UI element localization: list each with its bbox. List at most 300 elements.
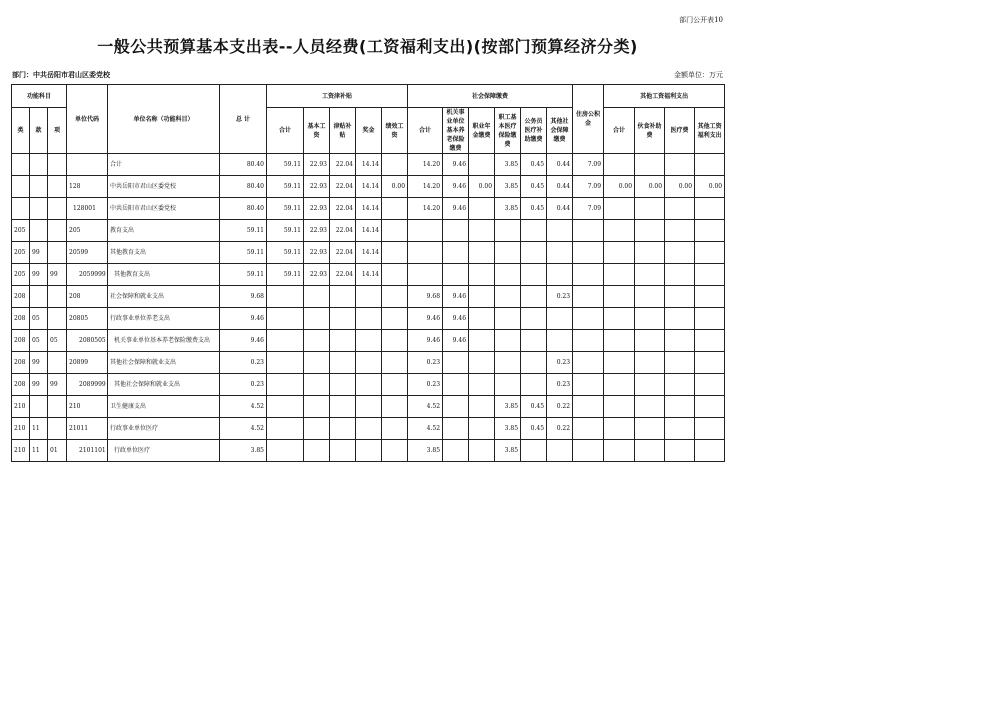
cell-amount — [469, 308, 495, 330]
cell-amount — [604, 440, 635, 462]
cell-amount — [665, 220, 695, 242]
cell-amount: 3.85 — [495, 198, 521, 220]
cell-amount: 9.46 — [408, 308, 443, 330]
page-title: 一般公共预算基本支出表--人员经费(工资福利支出)(按部门预算经济分类) — [97, 37, 638, 56]
cell-amount — [604, 264, 635, 286]
cell-amount: 0.45 — [521, 418, 547, 440]
cell-amount: 59.11 — [220, 220, 267, 242]
cell-amount — [635, 220, 665, 242]
cell-lei: 210 — [12, 418, 30, 440]
cell-amount: 0.44 — [547, 154, 573, 176]
cell-amount: 80.40 — [220, 154, 267, 176]
cell-amount: 0.45 — [521, 176, 547, 198]
header-bonus: 奖金 — [356, 108, 382, 154]
cell-amount — [695, 242, 725, 264]
cell-xiang: 05 — [48, 330, 67, 352]
cell-amount — [573, 220, 604, 242]
cell-xiang — [48, 154, 67, 176]
cell-amount — [635, 330, 665, 352]
cell-amount: 22.04 — [330, 220, 356, 242]
cell-unit-code: 2089999 — [67, 374, 108, 396]
header-medical-insurance: 职工基本医疗保险缴费 — [495, 108, 521, 154]
cell-amount — [469, 220, 495, 242]
header-social-subtotal: 合计 — [408, 108, 443, 154]
cell-amount — [521, 440, 547, 462]
header-allowance: 津贴补贴 — [330, 108, 356, 154]
cell-amount: 80.40 — [220, 176, 267, 198]
cell-amount — [521, 264, 547, 286]
cell-amount — [635, 198, 665, 220]
cell-lei: 208 — [12, 374, 30, 396]
header-other-welfare-group: 其他工资福利支出 — [604, 85, 725, 108]
cell-amount: 22.04 — [330, 264, 356, 286]
cell-amount — [469, 242, 495, 264]
cell-amount — [547, 308, 573, 330]
cell-xiang — [48, 176, 67, 198]
cell-amount — [443, 440, 469, 462]
cell-kuan: 99 — [30, 242, 48, 264]
cell-kuan: 99 — [30, 374, 48, 396]
cell-amount — [443, 220, 469, 242]
cell-unit-name: 卫生健康支出 — [108, 396, 220, 418]
cell-amount — [665, 264, 695, 286]
cell-xiang — [48, 396, 67, 418]
cell-amount — [665, 418, 695, 440]
cell-amount: 0.00 — [695, 176, 725, 198]
cell-amount — [495, 330, 521, 352]
header-housing-fund: 住房公积金 — [573, 85, 604, 154]
cell-amount — [695, 264, 725, 286]
cell-amount — [573, 286, 604, 308]
cell-amount — [495, 242, 521, 264]
cell-unit-name: 行政事业单位医疗 — [108, 418, 220, 440]
table-row — [12, 220, 725, 242]
cell-amount — [695, 154, 725, 176]
header-performance-wage: 绩效工资 — [382, 108, 408, 154]
cell-amount — [304, 418, 330, 440]
cell-amount — [604, 220, 635, 242]
cell-kuan: 05 — [30, 330, 48, 352]
cell-amount — [267, 308, 304, 330]
cell-amount — [604, 330, 635, 352]
cell-amount — [695, 352, 725, 374]
cell-unit-name: 中共岳阳市君山区委党校 — [108, 176, 220, 198]
cell-amount — [695, 286, 725, 308]
cell-amount — [330, 286, 356, 308]
cell-kuan — [30, 154, 48, 176]
cell-amount — [330, 374, 356, 396]
cell-amount — [665, 330, 695, 352]
cell-amount — [573, 440, 604, 462]
cell-amount — [635, 242, 665, 264]
cell-unit-name: 其他社会保障和就业支出 — [108, 374, 220, 396]
cell-amount — [573, 396, 604, 418]
cell-amount — [547, 440, 573, 462]
cell-amount: 0.00 — [469, 176, 495, 198]
cell-amount: 9.46 — [443, 154, 469, 176]
cell-amount — [304, 308, 330, 330]
cell-amount: 0.44 — [547, 176, 573, 198]
cell-unit-code: 21011 — [67, 418, 108, 440]
cell-lei: 210 — [12, 440, 30, 462]
cell-amount: 14.20 — [408, 176, 443, 198]
cell-amount — [573, 308, 604, 330]
header-lei: 类 — [12, 108, 30, 154]
cell-kuan: 05 — [30, 308, 48, 330]
cell-amount: 14.14 — [356, 176, 382, 198]
cell-amount — [635, 396, 665, 418]
cell-amount — [665, 440, 695, 462]
cell-amount: 0.23 — [220, 352, 267, 374]
cell-amount: 3.85 — [220, 440, 267, 462]
cell-amount — [604, 154, 635, 176]
cell-amount — [304, 440, 330, 462]
expenditure-table — [11, 84, 725, 462]
cell-amount: 14.14 — [356, 220, 382, 242]
header-unit-name: 单位名称（功能科目） — [108, 85, 220, 154]
cell-unit-code: 20599 — [67, 242, 108, 264]
cell-amount — [573, 418, 604, 440]
cell-amount: 7.09 — [573, 198, 604, 220]
cell-amount: 0.00 — [604, 176, 635, 198]
cell-amount: 0.44 — [547, 198, 573, 220]
table-row — [12, 154, 725, 176]
table-row — [12, 264, 725, 286]
cell-kuan — [30, 198, 48, 220]
header-other-welfare: 其他工资福利支出 — [695, 108, 725, 154]
cell-amount: 59.11 — [267, 264, 304, 286]
cell-amount — [635, 418, 665, 440]
cell-amount: 22.93 — [304, 176, 330, 198]
cell-amount — [382, 154, 408, 176]
cell-amount: 59.11 — [220, 264, 267, 286]
cell-unit-name: 其他教育支出 — [108, 264, 220, 286]
table-row — [12, 198, 725, 220]
cell-amount — [330, 440, 356, 462]
cell-amount: 9.46 — [220, 308, 267, 330]
cell-xiang — [48, 242, 67, 264]
cell-amount: 0.22 — [547, 396, 573, 418]
cell-amount — [382, 418, 408, 440]
cell-amount — [356, 352, 382, 374]
cell-amount: 0.45 — [521, 154, 547, 176]
table-row — [12, 418, 725, 440]
cell-amount: 0.00 — [665, 176, 695, 198]
table-row — [12, 396, 725, 418]
cell-lei: 205 — [12, 264, 30, 286]
cell-amount — [695, 374, 725, 396]
cell-amount — [267, 440, 304, 462]
cell-amount — [695, 418, 725, 440]
cell-amount — [304, 352, 330, 374]
cell-amount — [665, 242, 695, 264]
cell-amount — [665, 396, 695, 418]
cell-amount: 59.11 — [267, 154, 304, 176]
cell-amount — [604, 418, 635, 440]
cell-kuan — [30, 286, 48, 308]
cell-amount — [604, 396, 635, 418]
cell-amount — [469, 396, 495, 418]
cell-lei: 208 — [12, 308, 30, 330]
cell-amount: 0.23 — [408, 374, 443, 396]
cell-amount — [695, 198, 725, 220]
cell-amount — [330, 418, 356, 440]
cell-amount: 9.46 — [443, 176, 469, 198]
header-wage-group: 工资津补贴 — [267, 85, 408, 108]
cell-amount — [443, 352, 469, 374]
cell-amount — [356, 330, 382, 352]
cell-amount: 0.23 — [547, 374, 573, 396]
cell-amount: 22.93 — [304, 242, 330, 264]
cell-amount — [382, 198, 408, 220]
cell-amount — [547, 330, 573, 352]
cell-xiang — [48, 418, 67, 440]
table-row — [12, 352, 725, 374]
cell-amount — [304, 330, 330, 352]
cell-amount — [695, 308, 725, 330]
cell-unit-name: 行政事业单位养老支出 — [108, 308, 220, 330]
cell-amount: 9.46 — [408, 330, 443, 352]
cell-amount — [635, 374, 665, 396]
cell-amount — [695, 440, 725, 462]
cell-amount: 14.20 — [408, 154, 443, 176]
cell-amount: 22.93 — [304, 154, 330, 176]
header-social-group: 社会保障缴费 — [408, 85, 573, 108]
cell-xiang — [48, 286, 67, 308]
cell-amount: 80.40 — [220, 198, 267, 220]
report-number-label: 部门公开表10 — [679, 16, 723, 24]
table-row — [12, 330, 725, 352]
cell-amount — [635, 440, 665, 462]
cell-amount: 9.46 — [220, 330, 267, 352]
cell-amount — [382, 440, 408, 462]
cell-amount: 14.14 — [356, 264, 382, 286]
cell-amount: 59.11 — [267, 220, 304, 242]
cell-amount — [330, 396, 356, 418]
cell-amount — [469, 154, 495, 176]
table-row — [12, 286, 725, 308]
cell-amount: 0.23 — [547, 352, 573, 374]
department-label: 部门：中共岳阳市君山区委党校 — [12, 70, 110, 79]
cell-amount: 3.85 — [495, 396, 521, 418]
cell-amount — [267, 330, 304, 352]
cell-lei: 208 — [12, 286, 30, 308]
header-xiang: 项 — [48, 108, 67, 154]
cell-amount: 9.68 — [408, 286, 443, 308]
cell-amount — [267, 286, 304, 308]
cell-amount — [665, 198, 695, 220]
cell-kuan — [30, 220, 48, 242]
cell-amount — [547, 264, 573, 286]
cell-amount — [573, 330, 604, 352]
cell-amount — [443, 242, 469, 264]
cell-amount: 22.04 — [330, 176, 356, 198]
cell-amount: 9.46 — [443, 198, 469, 220]
cell-unit-name: 其他教育支出 — [108, 242, 220, 264]
cell-amount — [356, 308, 382, 330]
cell-unit-code: 128 — [67, 176, 108, 198]
cell-amount: 59.11 — [220, 242, 267, 264]
cell-amount: 14.14 — [356, 242, 382, 264]
cell-amount — [267, 396, 304, 418]
cell-amount — [573, 374, 604, 396]
cell-kuan: 11 — [30, 440, 48, 462]
cell-amount — [635, 352, 665, 374]
cell-lei: 205 — [12, 220, 30, 242]
cell-amount: 59.11 — [267, 176, 304, 198]
cell-amount: 4.52 — [220, 396, 267, 418]
cell-amount — [408, 220, 443, 242]
cell-amount — [635, 154, 665, 176]
cell-amount — [547, 220, 573, 242]
cell-unit-code: 128001 — [67, 198, 108, 220]
cell-amount: 4.52 — [408, 396, 443, 418]
header-unit-code: 单位代码 — [67, 85, 108, 154]
cell-unit-code: 2080505 — [67, 330, 108, 352]
cell-amount — [604, 352, 635, 374]
cell-amount — [356, 440, 382, 462]
cell-unit-code: 205 — [67, 220, 108, 242]
cell-amount — [495, 308, 521, 330]
cell-amount — [495, 220, 521, 242]
cell-amount — [604, 242, 635, 264]
table-row — [12, 176, 725, 198]
cell-amount — [443, 418, 469, 440]
cell-kuan — [30, 176, 48, 198]
cell-amount: 59.11 — [267, 198, 304, 220]
cell-lei: 208 — [12, 330, 30, 352]
cell-amount — [330, 308, 356, 330]
header-basic-wage: 基本工资 — [304, 108, 330, 154]
cell-amount — [635, 264, 665, 286]
cell-amount: 9.68 — [220, 286, 267, 308]
cell-amount — [521, 374, 547, 396]
cell-amount — [443, 396, 469, 418]
cell-amount — [521, 308, 547, 330]
cell-unit-name: 社会保障和就业支出 — [108, 286, 220, 308]
cell-amount — [356, 374, 382, 396]
cell-amount — [382, 242, 408, 264]
cell-lei — [12, 154, 30, 176]
cell-amount: 14.14 — [356, 154, 382, 176]
cell-amount — [521, 286, 547, 308]
cell-amount — [356, 418, 382, 440]
cell-amount — [382, 264, 408, 286]
cell-amount — [604, 286, 635, 308]
cell-lei: 205 — [12, 242, 30, 264]
table-row — [12, 440, 725, 462]
cell-unit-code — [67, 154, 108, 176]
header-kuan: 款 — [30, 108, 48, 154]
cell-kuan: 99 — [30, 264, 48, 286]
cell-unit-code: 20899 — [67, 352, 108, 374]
cell-amount: 4.52 — [408, 418, 443, 440]
cell-amount — [604, 198, 635, 220]
cell-amount: 3.85 — [495, 176, 521, 198]
cell-amount — [408, 264, 443, 286]
cell-amount: 9.46 — [443, 308, 469, 330]
cell-unit-code: 2101101 — [67, 440, 108, 462]
cell-unit-code: 210 — [67, 396, 108, 418]
cell-amount — [267, 352, 304, 374]
cell-amount — [356, 396, 382, 418]
cell-amount — [382, 330, 408, 352]
cell-amount: 22.04 — [330, 198, 356, 220]
cell-amount — [495, 352, 521, 374]
table-row — [12, 374, 725, 396]
header-other-subtotal: 合计 — [604, 108, 635, 154]
cell-amount — [495, 374, 521, 396]
cell-amount — [665, 286, 695, 308]
cell-amount: 9.46 — [443, 330, 469, 352]
cell-amount — [408, 242, 443, 264]
cell-amount: 0.00 — [635, 176, 665, 198]
cell-xiang — [48, 220, 67, 242]
cell-amount — [469, 352, 495, 374]
cell-lei: 208 — [12, 352, 30, 374]
cell-amount: 7.09 — [573, 176, 604, 198]
cell-amount — [382, 308, 408, 330]
cell-amount: 0.23 — [408, 352, 443, 374]
cell-amount: 0.23 — [220, 374, 267, 396]
cell-amount — [443, 374, 469, 396]
cell-amount — [267, 418, 304, 440]
cell-amount: 22.93 — [304, 198, 330, 220]
cell-amount — [604, 374, 635, 396]
cell-amount — [635, 286, 665, 308]
cell-amount — [521, 220, 547, 242]
cell-amount — [469, 286, 495, 308]
cell-amount — [695, 396, 725, 418]
cell-amount — [382, 374, 408, 396]
header-pension-insurance: 机关事业单位基本养老保险缴费 — [443, 108, 469, 154]
cell-amount: 0.45 — [521, 396, 547, 418]
cell-amount — [382, 352, 408, 374]
cell-lei: 210 — [12, 396, 30, 418]
cell-amount — [304, 286, 330, 308]
cell-amount — [495, 286, 521, 308]
cell-amount — [330, 352, 356, 374]
cell-amount — [547, 242, 573, 264]
cell-unit-name: 行政单位医疗 — [108, 440, 220, 462]
cell-amount: 14.14 — [356, 198, 382, 220]
cell-amount — [521, 352, 547, 374]
cell-lei — [12, 176, 30, 198]
cell-unit-code: 20805 — [67, 308, 108, 330]
header-occupational-annuity: 职业年金缴费 — [469, 108, 495, 154]
cell-kuan: 11 — [30, 418, 48, 440]
cell-amount — [469, 264, 495, 286]
table-row — [12, 308, 725, 330]
cell-amount: 3.85 — [495, 418, 521, 440]
cell-unit-name: 教育支出 — [108, 220, 220, 242]
cell-amount: 22.04 — [330, 242, 356, 264]
cell-amount: 3.85 — [495, 154, 521, 176]
cell-xiang: 99 — [48, 264, 67, 286]
cell-xiang: 01 — [48, 440, 67, 462]
cell-amount — [330, 330, 356, 352]
header-func-subject: 功能科目 — [12, 85, 67, 108]
cell-amount — [382, 220, 408, 242]
cell-amount — [665, 308, 695, 330]
cell-amount — [665, 374, 695, 396]
cell-xiang — [48, 352, 67, 374]
header-total: 总 计 — [220, 85, 267, 154]
cell-amount — [382, 286, 408, 308]
cell-kuan — [30, 396, 48, 418]
cell-amount: 3.85 — [408, 440, 443, 462]
cell-amount: 22.04 — [330, 154, 356, 176]
